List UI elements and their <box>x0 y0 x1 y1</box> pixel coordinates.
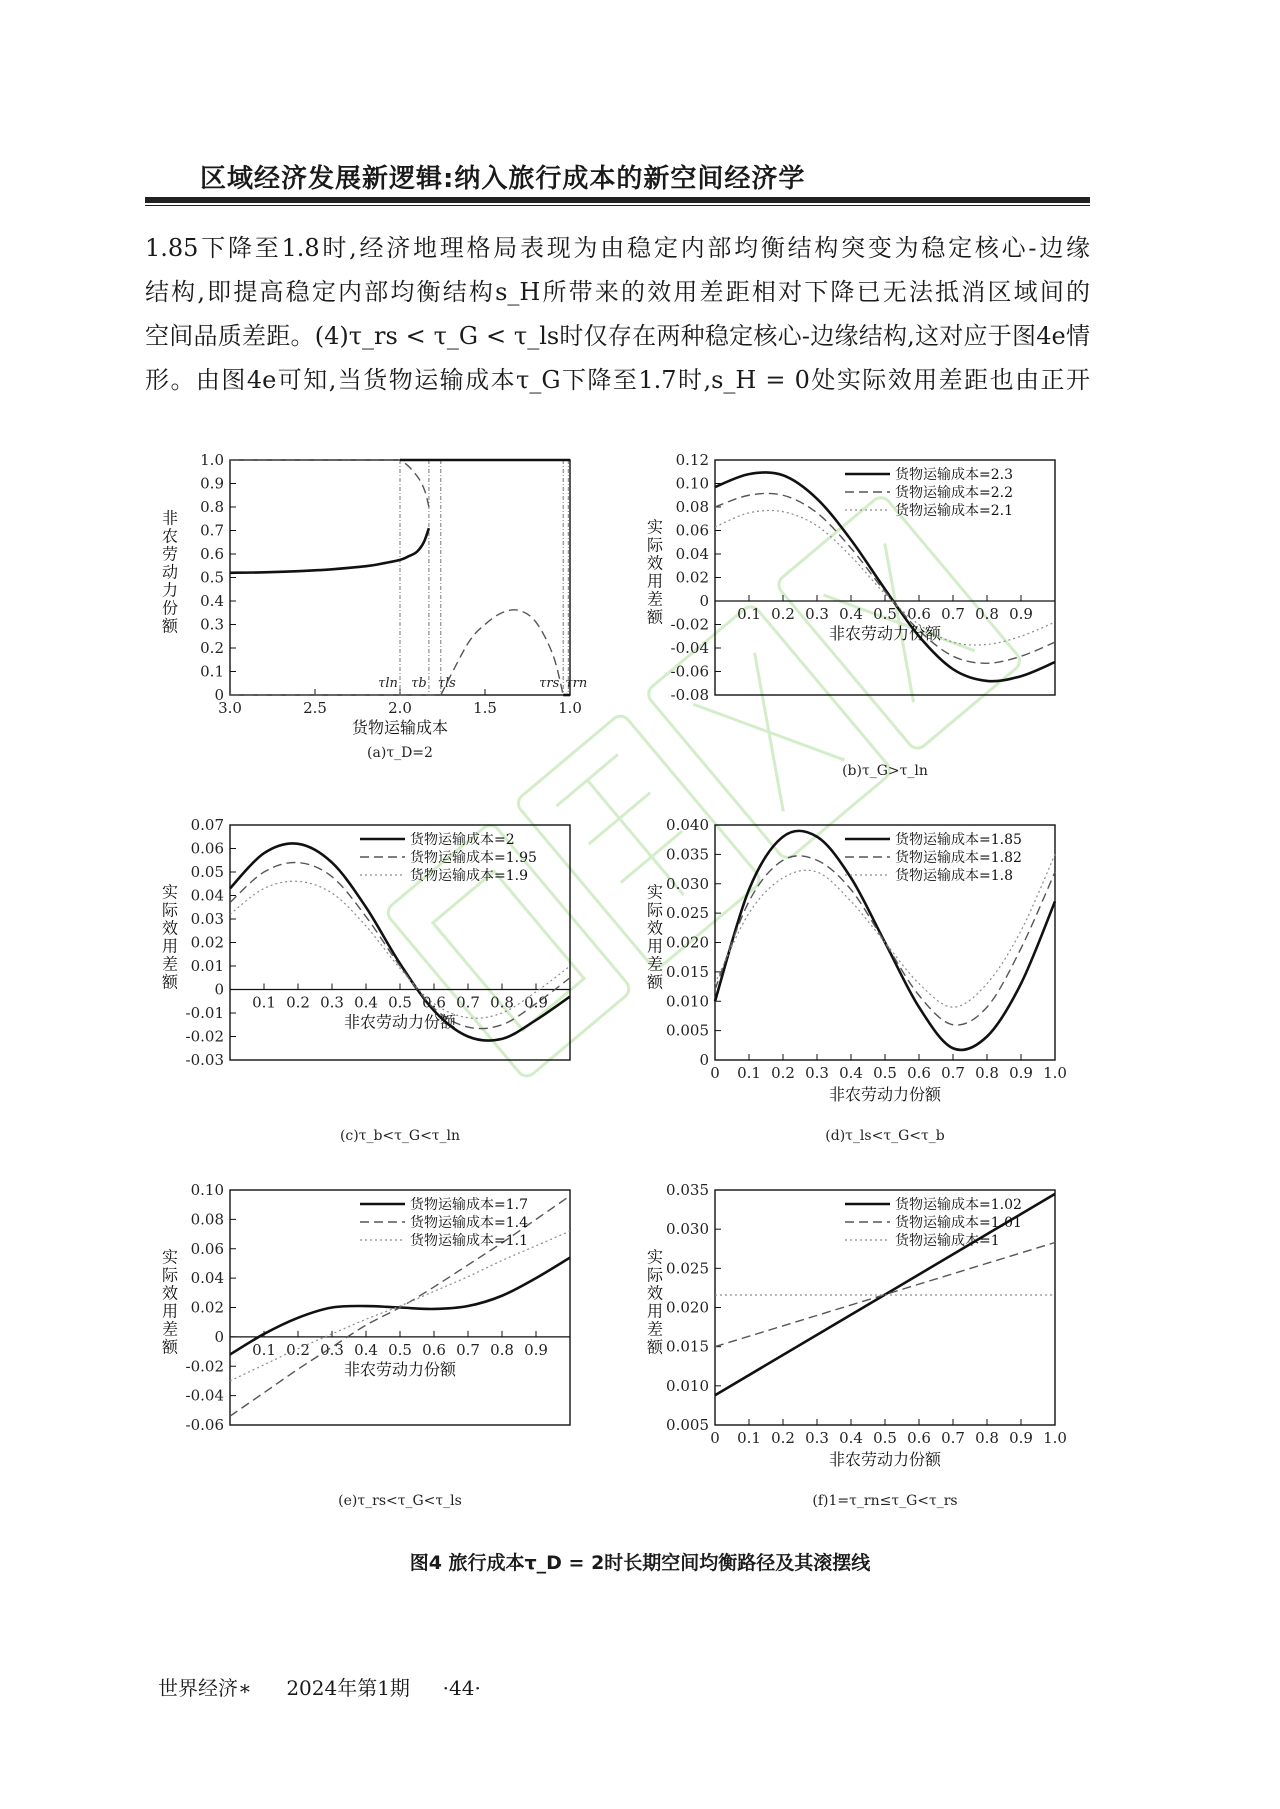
legend-label: 货物运输成本=1.4 <box>410 1215 528 1231</box>
threshold-label: τrn <box>565 676 588 691</box>
chart-panel-c <box>145 805 615 1155</box>
legend-label: 货物运输成本=2.2 <box>895 485 1013 501</box>
x-tick-label: 0.6 <box>422 1340 446 1359</box>
chart-svg <box>630 805 1100 1155</box>
body-line: 形。由图4e可知,当货物运输成本τ_G下降至1.7时,s_H = 0处实际效用差距也由正开 <box>145 366 1090 394</box>
y-axis-label-char: 实 <box>161 882 179 902</box>
x-tick-label: 0 <box>710 1429 720 1447</box>
y-axis-label-char: 份 <box>161 598 179 618</box>
panel-caption: (f)1=τ_rn≤τ_G<τ_rs <box>812 1493 958 1509</box>
x-tick-label: 0.3 <box>805 1064 829 1082</box>
y-tick-label: 0.07 <box>190 816 224 834</box>
y-tick-label: 0.040 <box>666 816 709 834</box>
y-tick-label: -0.03 <box>185 1051 224 1069</box>
y-tick-label: -0.02 <box>185 1027 224 1046</box>
y-axis-label-char: 效 <box>646 553 664 573</box>
panel-caption: (d)τ_ls<τ_G<τ_b <box>825 1128 945 1144</box>
y-tick-label: 0.02 <box>675 568 709 587</box>
y-tick-label: -0.08 <box>670 686 709 704</box>
x-tick-label: 0.9 <box>524 993 548 1012</box>
legend-label: 货物运输成本=1.95 <box>410 850 537 866</box>
x-tick-label: 0.7 <box>941 1064 965 1082</box>
legend-label: 货物运输成本=1.01 <box>895 1215 1022 1231</box>
y-tick-label: 0.035 <box>666 845 709 864</box>
y-tick-label: 0.3 <box>200 615 224 634</box>
panel-caption: (b)τ_G>τ_ln <box>842 763 928 779</box>
x-tick-label: 1.0 <box>1043 1064 1067 1082</box>
x-tick-label: 0.3 <box>320 1340 344 1359</box>
x-tick-label: 0.4 <box>354 1340 378 1359</box>
x-axis-label: 货物运输成本 <box>351 718 449 737</box>
y-tick-label: 0.08 <box>190 1210 224 1229</box>
y-tick-label: 0.010 <box>666 992 709 1011</box>
panel-caption: (e)τ_rs<τ_G<τ_ls <box>338 1493 462 1509</box>
x-tick-label: 0.2 <box>771 1429 795 1447</box>
x-tick-label: 0.4 <box>354 993 378 1012</box>
x-tick-label: 0.5 <box>873 605 897 623</box>
y-axis-label-char: 效 <box>646 918 664 938</box>
y-axis-label-char: 力 <box>161 580 179 600</box>
x-tick-label: 0.7 <box>941 1429 965 1447</box>
y-axis-label-char: 实 <box>646 517 664 537</box>
running-head: 区域经济发展新逻辑:纳入旅行成本的新空间经济学 <box>200 164 806 194</box>
y-axis-label-char: 用 <box>646 936 664 956</box>
x-tick-label: 0.8 <box>975 605 999 623</box>
y-tick-label: 0.005 <box>666 1021 709 1040</box>
y-tick-label: 0.015 <box>666 962 709 981</box>
chart-panel-a <box>145 440 615 790</box>
body-line: 结构,即提高稳定内部均衡结构s_H所带来的效用差距相对下降已无法抵消区域间的 <box>145 278 1090 306</box>
y-tick-label: -0.04 <box>670 639 709 657</box>
y-axis-label-char: 额 <box>161 1337 179 1357</box>
body-paragraph <box>145 226 1090 402</box>
x-tick-label: 0.9 <box>1009 1429 1033 1447</box>
chart-panel-e <box>145 1170 615 1520</box>
y-axis-label-char: 额 <box>646 1337 664 1357</box>
chart-svg <box>145 805 615 1155</box>
chart-panel-f <box>630 1170 1100 1520</box>
x-tick-label: 0.6 <box>907 1064 931 1082</box>
y-tick-label: 0 <box>699 1051 709 1069</box>
x-tick-label: 0.9 <box>1009 1064 1033 1082</box>
y-axis-label-char: 际 <box>161 900 179 920</box>
x-tick-label: 0.1 <box>252 993 276 1012</box>
y-axis-label-char: 效 <box>161 918 179 938</box>
y-axis-label-char: 额 <box>161 972 179 992</box>
y-tick-label: -0.04 <box>185 1386 224 1405</box>
threshold-label: τrs <box>539 676 560 691</box>
x-tick-label: 0.5 <box>388 993 412 1012</box>
y-axis-label-char: 差 <box>646 954 664 974</box>
y-axis-label-char: 用 <box>161 936 179 956</box>
legend-label: 货物运输成本=1 <box>895 1233 1000 1249</box>
y-tick-label: 0.06 <box>190 1239 224 1258</box>
legend-label: 货物运输成本=1.82 <box>895 850 1022 866</box>
y-tick-label: 0.005 <box>666 1416 709 1434</box>
y-axis-label-char: 际 <box>161 1265 179 1285</box>
chart-svg <box>145 1170 615 1520</box>
footer-journal: 世界经济∗ <box>158 1676 252 1700</box>
threshold-label: τb <box>411 676 427 691</box>
y-tick-label: -0.06 <box>670 662 709 681</box>
y-tick-label: 0.04 <box>190 886 224 905</box>
y-axis-label-char: 效 <box>161 1283 179 1303</box>
y-tick-label: 0 <box>214 980 224 999</box>
x-tick-label: 0.1 <box>252 1340 276 1359</box>
threshold-label: τln <box>378 676 398 691</box>
x-tick-label: 0.1 <box>737 605 761 623</box>
x-tick-label: 0.8 <box>975 1429 999 1447</box>
y-tick-label: 0.020 <box>666 1298 709 1317</box>
x-tick-label: 1.0 <box>1043 1429 1067 1447</box>
x-tick-label: 0.4 <box>839 605 863 623</box>
legend-label: 货物运输成本=2.3 <box>895 467 1013 483</box>
y-tick-label: 1.0 <box>200 451 224 469</box>
x-tick-label: 0.8 <box>975 1064 999 1082</box>
x-tick-label: 1.5 <box>473 699 497 717</box>
y-tick-label: 0.04 <box>675 545 709 563</box>
x-tick-label: 0 <box>710 1064 720 1082</box>
x-axis-label: 非农劳动力份额 <box>343 1012 457 1032</box>
y-axis-label-char: 际 <box>646 900 664 920</box>
y-tick-label: -0.02 <box>185 1357 224 1376</box>
y-axis-label-char: 差 <box>646 589 664 609</box>
x-tick-label: 0.2 <box>286 993 310 1012</box>
chart-panel-d <box>630 805 1100 1155</box>
y-tick-label: 0.5 <box>200 568 224 587</box>
x-tick-label: 0.1 <box>737 1064 761 1082</box>
x-tick-label: 0.3 <box>805 1429 829 1447</box>
x-tick-label: 0.1 <box>737 1429 761 1447</box>
y-tick-label: 0.025 <box>666 904 709 923</box>
figure-caption: 图4 旅行成本τ_D = 2时长期空间均衡路径及其滚摆线 <box>409 1552 871 1574</box>
panel-caption: (a)τ_D=2 <box>367 745 433 761</box>
y-axis-label-char: 差 <box>161 954 179 974</box>
x-tick-label: 0.2 <box>286 1340 310 1359</box>
chart-panel-b <box>630 440 1100 790</box>
x-tick-label: 0.8 <box>490 993 514 1012</box>
x-tick-label: 1.0 <box>558 699 582 717</box>
y-tick-label: 0 <box>214 686 224 704</box>
page-footer <box>158 1672 481 1701</box>
body-line: 空间品质差距。(4)τ_rs < τ_G < τ_ls时仅存在两种稳定核心-边缘结构,这对应于图4e情 <box>145 322 1090 350</box>
y-tick-label: 0.12 <box>675 451 709 469</box>
y-tick-label: 0.06 <box>675 521 709 540</box>
y-tick-label: 0.02 <box>190 1298 224 1317</box>
y-tick-label: 0.01 <box>190 957 224 975</box>
header-rule-thin <box>145 205 1090 206</box>
y-axis-label-char: 农 <box>161 526 179 546</box>
legend-label: 货物运输成本=1.9 <box>410 868 528 884</box>
legend-label: 货物运输成本=2 <box>410 832 515 848</box>
x-tick-label: 0.8 <box>490 1340 514 1359</box>
y-axis-label-char: 差 <box>646 1319 664 1339</box>
y-tick-label: 0 <box>214 1327 224 1346</box>
legend-label: 货物运输成本=1.8 <box>895 868 1013 884</box>
y-axis-label-char: 用 <box>646 1301 664 1321</box>
body-line: 1.85下降至1.8时,经济地理格局表现为由稳定内部均衡结构突变为稳定核心-边缘 <box>145 234 1090 262</box>
x-tick-label: 0.2 <box>771 1064 795 1082</box>
y-tick-label: 0.08 <box>675 498 709 516</box>
y-axis-label-char: 实 <box>161 1247 179 1267</box>
x-tick-label: 0.9 <box>524 1340 548 1359</box>
chart-svg <box>630 1170 1100 1520</box>
x-tick-label: 2.0 <box>388 699 412 717</box>
y-axis-label-char: 用 <box>161 1301 179 1321</box>
x-tick-label: 0.3 <box>805 605 829 623</box>
y-tick-label: 0 <box>699 592 709 610</box>
x-axis-label: 非农劳动力份额 <box>828 624 942 643</box>
y-tick-label: 0.9 <box>200 474 224 493</box>
legend-label: 货物运输成本=1.02 <box>895 1197 1022 1213</box>
y-tick-label: 0.05 <box>190 863 224 881</box>
y-tick-label: -0.02 <box>670 615 709 634</box>
legend-label: 货物运输成本=2.1 <box>895 503 1013 519</box>
y-axis-label-char: 实 <box>646 1247 664 1267</box>
series-line <box>400 460 429 507</box>
panel-caption: (c)τ_b<τ_G<τ_ln <box>339 1128 461 1144</box>
y-tick-label: 0.035 <box>666 1181 709 1199</box>
y-tick-label: 0.8 <box>200 498 224 516</box>
legend-label: 货物运输成本=1.85 <box>895 832 1022 848</box>
threshold-label: τls <box>437 676 456 691</box>
y-axis-label-char: 额 <box>646 607 664 627</box>
y-tick-label: 0.03 <box>190 910 224 928</box>
x-tick-label: 3.0 <box>218 699 242 717</box>
y-tick-label: 0.2 <box>200 639 224 657</box>
y-axis-label-char: 动 <box>161 562 179 582</box>
x-tick-label: 0.7 <box>941 605 965 623</box>
x-tick-label: 0.6 <box>907 1429 931 1447</box>
y-tick-label: 0.02 <box>190 933 224 952</box>
legend-label: 货物运输成本=1.1 <box>410 1233 528 1249</box>
y-tick-label: 0.7 <box>200 521 224 540</box>
x-tick-label: 0.9 <box>1009 605 1033 623</box>
y-tick-label: 0.06 <box>190 839 224 858</box>
y-tick-label: 0.6 <box>200 545 224 563</box>
x-tick-label: 0.5 <box>388 1340 412 1359</box>
y-axis-label-char: 际 <box>646 535 664 555</box>
x-tick-label: 0.4 <box>839 1429 863 1447</box>
footer-page: ·44· <box>442 1676 481 1700</box>
x-tick-label: 0.4 <box>839 1064 863 1082</box>
y-tick-label: 0.4 <box>200 592 224 610</box>
y-axis-label-char: 额 <box>161 616 179 636</box>
x-tick-label: 0.5 <box>873 1064 897 1082</box>
header-rule <box>145 197 1090 203</box>
y-tick-label: 0.030 <box>666 1220 709 1239</box>
chart-svg <box>630 440 1100 790</box>
x-tick-label: 0.7 <box>456 993 480 1012</box>
y-axis-label-char: 际 <box>646 1265 664 1285</box>
x-axis-label: 非农劳动力份额 <box>828 1450 942 1469</box>
chart-svg <box>145 440 615 790</box>
y-tick-label: 0.015 <box>666 1337 709 1356</box>
x-tick-label: 0.6 <box>422 993 446 1012</box>
y-tick-label: 0.010 <box>666 1376 709 1395</box>
x-tick-label: 0.2 <box>771 605 795 623</box>
y-tick-label: 0.04 <box>190 1269 224 1288</box>
y-axis-label-char: 劳 <box>161 544 179 564</box>
y-tick-label: -0.01 <box>185 1004 224 1022</box>
x-tick-label: 0.6 <box>907 605 931 623</box>
x-axis-label: 非农劳动力份额 <box>343 1359 457 1379</box>
legend-label: 货物运输成本=1.7 <box>410 1197 528 1213</box>
x-tick-label: 0.3 <box>320 993 344 1012</box>
y-tick-label: 0.020 <box>666 933 709 952</box>
y-tick-label: -0.06 <box>185 1416 224 1434</box>
x-tick-label: 0.7 <box>456 1340 480 1359</box>
y-tick-label: 0.1 <box>200 662 224 681</box>
y-axis-label-char: 用 <box>646 571 664 591</box>
y-tick-label: 0.10 <box>675 474 709 493</box>
y-tick-label: 0.025 <box>666 1259 709 1278</box>
y-axis-label-char: 差 <box>161 1319 179 1339</box>
series-line <box>230 528 429 573</box>
y-axis-label-char: 非 <box>161 508 179 528</box>
y-axis-label-char: 额 <box>646 972 664 992</box>
footer-issue: 2024年第1期 <box>286 1676 410 1700</box>
x-tick-label: 0.5 <box>873 1429 897 1447</box>
y-tick-label: 0.10 <box>190 1181 224 1199</box>
x-axis-label: 非农劳动力份额 <box>828 1085 942 1104</box>
y-tick-label: 0.030 <box>666 874 709 893</box>
y-axis-label-char: 效 <box>646 1283 664 1303</box>
y-axis-label-char: 实 <box>646 882 664 902</box>
x-tick-label: 2.5 <box>303 699 327 717</box>
